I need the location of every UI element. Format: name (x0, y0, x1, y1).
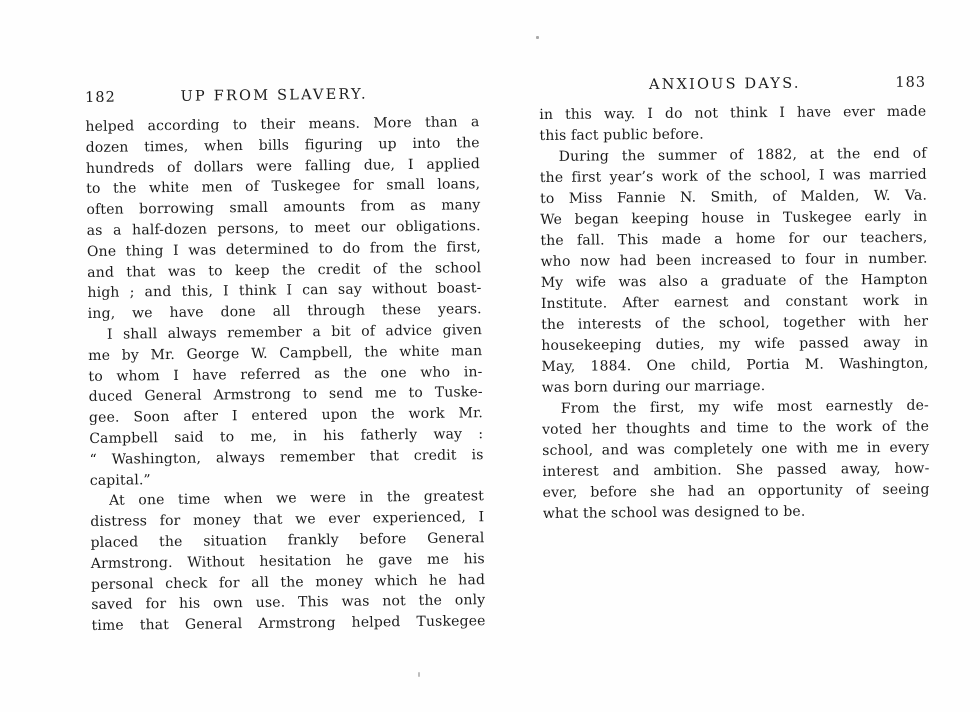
left-page-header (85, 85, 479, 106)
text-line: often borrowing small amounts from as many (86, 197, 481, 219)
text-line: this fact public before. (539, 126, 704, 144)
text-line: hundreds of dollars were falling due, I applied (85, 155, 481, 177)
text-line: me by Mr. George W. Campbell, the white man (88, 342, 483, 364)
right-page-header (539, 75, 926, 94)
text-line: voted her thoughts and time to the work of the (542, 418, 930, 438)
text-line: was born during our marriage. (541, 378, 766, 396)
text-line: During the summer of 1882, at the end of (558, 145, 927, 165)
text-line: capital.” (89, 471, 151, 489)
right-page-number: 183 (895, 74, 927, 91)
text-line: school, and was completely one with me in every (542, 439, 930, 459)
left-page (85, 85, 486, 637)
text-line: interest and ambition. She passed away, how- (542, 460, 930, 480)
right-running-title: ANXIOUS DAYS. (648, 75, 801, 94)
text-line: time that General Armstrong helped Tuskegee (91, 613, 486, 635)
text-line: “ Washington, always remember that credit is (89, 446, 484, 468)
text-line: From the first, my wife most earnestly de- (560, 397, 929, 417)
text-line: and that was to keep the credit of the school (87, 259, 482, 281)
text-line: gee. Soon after I entered upon the work Mr. (88, 405, 484, 427)
text-line: distress for money that we ever experienced, I (90, 509, 485, 531)
text-line: One thing I was determined to do from the first, (86, 238, 482, 260)
text-line: as a half-dozen persons, to meet our obligations. (86, 218, 481, 239)
text-line: the first year’s work of the school, I was married (539, 166, 927, 186)
left-page-number: 182 (85, 89, 116, 106)
left-page-body (85, 112, 485, 637)
text-line: Campbell said to me, in his fatherly way : (89, 426, 484, 447)
scan-speck-bottom (418, 672, 420, 677)
text-line: to Miss Fannie N. Smith, of Malden, W. Va. (539, 187, 928, 207)
text-line: Armstrong. Without hesitation he gave me his (90, 550, 485, 572)
text-line: who now had been increased to four in number. (540, 250, 928, 270)
scan-speck-top (536, 36, 539, 39)
text-line: the fall. This made a home for our teachers, (540, 229, 928, 249)
text-line: ing, we have done all through these years. (87, 301, 482, 323)
text-line: May, 1884. One child, Portia M. Washington, (541, 355, 929, 375)
text-line: At one time when we were in the greatest (108, 488, 485, 510)
text-line: duced General Armstrong to send me to Tuske- (88, 384, 483, 406)
right-page-body (539, 102, 930, 525)
text-line: I shall always remember a bit of advice given (106, 322, 483, 343)
text-line: to whom I have referred as the one who in- (88, 363, 483, 385)
text-line: ever, before she had an opportunity of seeing (542, 481, 930, 501)
left-running-title: UP FROM SLAVERY. (180, 86, 368, 105)
text-line: placed the situation frankly before General (90, 530, 485, 551)
right-page (539, 75, 930, 525)
text-line: saved for his own use. This was not the only (91, 592, 486, 614)
text-line: helped according to their means. More than a (85, 114, 480, 135)
text-line: high ; and this, I think I can say without boast- (87, 280, 482, 302)
text-line: what the school was designed to be. (542, 503, 806, 522)
text-line: personal check for all the money which he had (90, 571, 486, 593)
text-line: the interests of the school, together with her (541, 313, 929, 333)
text-line: Institute. After earnest and constant work in (540, 292, 929, 312)
text-line: housekeeping duties, my wife passed away in (541, 334, 929, 354)
text-line: in this way. I do not think I have ever made (539, 103, 927, 123)
text-line: We began keeping house in Tuskegee early in (540, 208, 928, 228)
text-line: My wife was also a graduate of the Hampton (540, 271, 928, 291)
text-line: dozen times, when bills figuring up into the (85, 134, 480, 156)
text-line: to the white men of Tuskegee for small loans, (86, 176, 481, 198)
